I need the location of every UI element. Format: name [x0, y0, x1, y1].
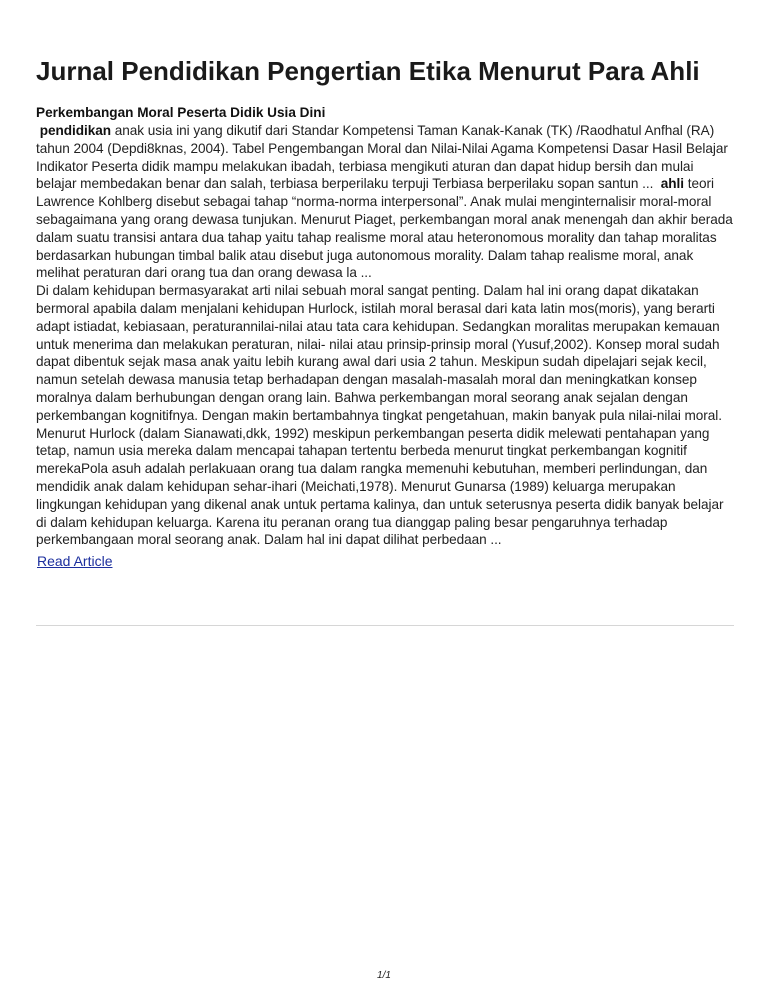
paragraph-1 — [36, 122, 736, 282]
keyword-ahli: ahli — [660, 176, 685, 192]
paragraph-1-text-b: teori Lawrence Kohlberg disebut sebagai tahap “norma-norma interpersonal”. Anak mulai menginternalisir moral-moral sebagaimana yang orang dewasa tunjukan. Menurut Piaget, perkembangan moral anak menengah dan akhir berada dalam suatu transisi antara dua tahap yaitu tahap realisme moral atau heteronomous morality dan tahap moralitas berdasarkan hubungan timbal balik atau disebut juga autonomous morality. Dalam tahap realisme moral, anak melihat peraturan dari orang tua dan orang dewasa la ... — [36, 176, 733, 281]
page-number: 1/1 — [377, 970, 391, 981]
paragraph-2: Di dalam kehidupan bermasyarakat arti nilai sebuah moral sangat penting. Dalam hal ini orang dapat dikatakan bermoral apabila dalam menjalani kehidupan Hurlock, istilah moral berasal dari kata latin mos(moris), yang berarti adapt istiadat, kebiasaan, peraturannilai-nilai atau tata cara kehidupan. Sedangkan moralitas merupakan kemauan untuk menerima dan melakukan peraturan, nilai- nilai atau prinsip-prinsip moral (Yusuf,2002). Konsep moral sudah dapat dibentuk sejak masa anak yaitu lebih kurang awal dari usia 2 tahun. Meskipun sudah dipelajari sejak kecil, namun setelah dewasa manusia tetap berhadapan dengan masalah-masalah moral dan meningkatkan konsep moralnya dalam berhubungan dengan orang lain. Bahwa perkembangan moral seorang anak sejalan dengan perkembangan kognitifnya. Dengan makin bertambahnya tingkat pengetahuan, makin banyak pula nilai-nilai moral. Menurut Hurlock (dalam Sianawati,dkk, 1992) meskipun perkembangan peserta didik melewati pentahapan yang tetap, namun usia mereka dalam mencapai tahapan tertentu berbeda menurut tingkat perkembangan kognitif merekaPola asuh adalah perlakuaan orang tua dalam rangka memenuhi kebutuhan, memberi perlindungan, dan mendidik anak dalam kehidupan sehar-ihari (Meichati,1978). Menurut Gunarsa (1989) keluarga merupakan lingkungan kehidupan yang dikenal anak untuk pertama kalinya, dan untuk seterusnya peserta didik banyak belajar di dalam kehidupan keluarga. Karena itu peranan orang tua dianggap paling besar pengaruhnya terhadap perkembangaan moral seorang anak. Dalam hal ini dapat dilihat perbedaan ... — [36, 283, 724, 548]
document-title: Jurnal Pendidikan Pengertian Etika Menurut Para Ahli — [36, 56, 700, 86]
section-heading: Perkembangan Moral Peserta Didik Usia Dini — [36, 105, 326, 120]
keyword-pendidikan: pendidikan — [39, 123, 111, 138]
paragraph-1-text-a: anak usia ini yang dikutif dari Standar Kompetensi Taman Kanak-Kanak (TK) /Raodhatul Anfhal (RA) tahun 2004 (Depdi8knas, 2004). Tabel Pengembangan Moral dan Nilai-Nilai Agama Kompetensi Dasar Hasil Belajar Indikator Peserta didik mampu melakukan ibadah, terbiasa mengikuti aturan dan dapat hidup bersih dan mulai belajar membedakan benar dan salah, terbiasa berperilaku terpuji Terbiasa berperilaku sopan santun ... — [36, 123, 728, 192]
article-body — [36, 122, 736, 549]
document-page — [36, 54, 736, 571]
section-divider — [36, 625, 734, 626]
read-article-link[interactable]: Read Article — [37, 553, 113, 570]
